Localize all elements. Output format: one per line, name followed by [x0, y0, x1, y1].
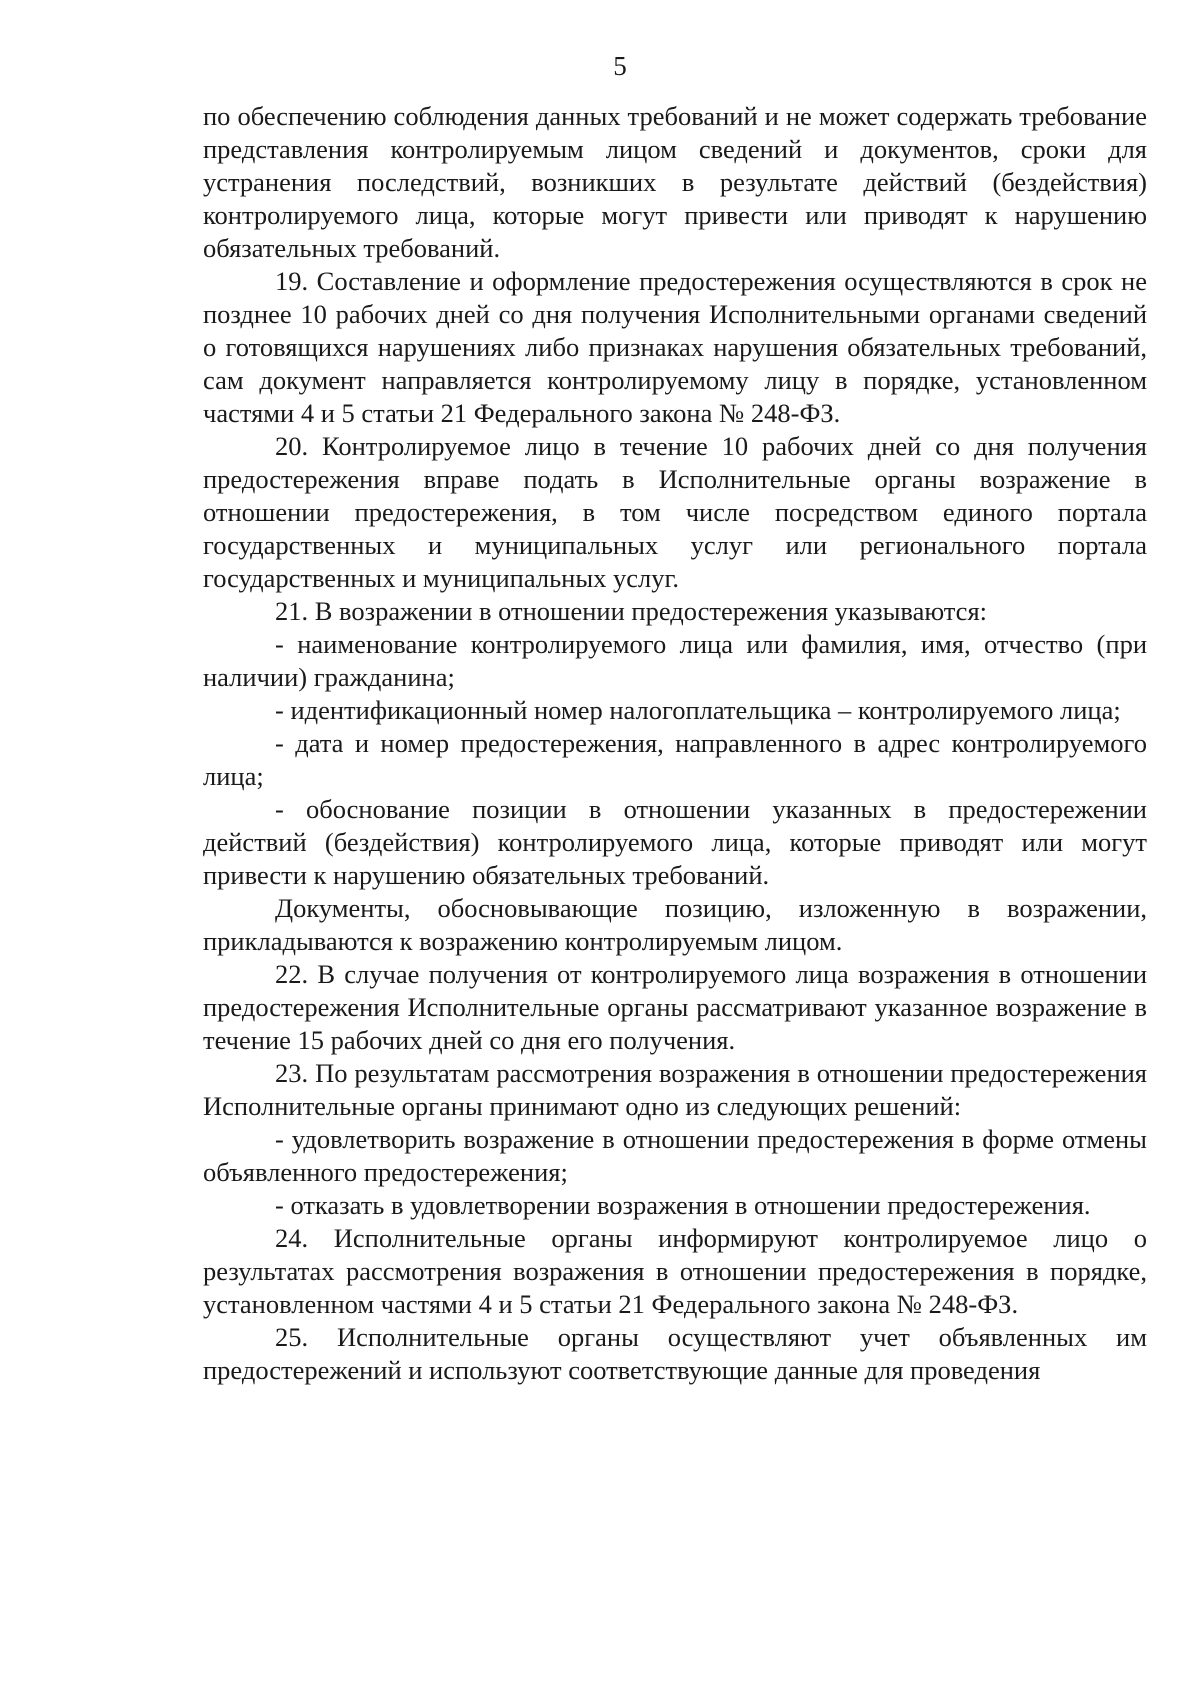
- paragraph-20: 20. Контролируемое лицо в течение 10 рабочих дней со дня получения предостережения вправе подать в Исполнительные органы возражение в отношении предостережения, в том числе посредством единого портала государственных и муниципальных услуг или регионального портала государственных и муниципальных услуг.: [203, 431, 1147, 593]
- paragraph-continuation: по обеспечению соблюдения данных требований и не может содержать требование представления контролируемым лицом сведений и документов, сроки для устранения последствий, возникших в результате действий (бездействия) контролируемого лица, которые могут привести или приводят к нарушению обязательных требований.: [203, 101, 1147, 263]
- paragraph-documents: Документы, обосновывающие позицию, изложенную в возражении, прикладываются к возражению контролируемым лицом.: [203, 893, 1147, 956]
- document-body: [203, 100, 1147, 1387]
- list-item-inn: - идентификационный номер налогоплательщика – контролируемого лица;: [275, 695, 1121, 725]
- page-number: 5: [613, 51, 627, 81]
- paragraph-21: 21. В возражении в отношении предостережения указываются:: [275, 596, 987, 626]
- list-item-refuse: - отказать в удовлетворении возражения в отношении предостережения.: [275, 1190, 1091, 1220]
- list-item-justification: - обоснование позиции в отношении указанных в предостережении действий (бездействия) контролируемого лица, которые приводят или могут привести к нарушению обязательных требований.: [203, 794, 1147, 890]
- list-item-date-number: - дата и номер предостережения, направленного в адрес контролируемого лица;: [203, 728, 1147, 791]
- paragraph-23: 23. По результатам рассмотрения возражения в отношении предостережения Исполнительные органы принимают одно из следующих решений:: [203, 1058, 1147, 1121]
- paragraph-19: 19. Составление и оформление предостережения осуществляются в срок не позднее 10 рабочих дней со дня получения Исполнительными органами сведений о готовящихся нарушениях либо признаках нарушения обязательных требований, сам документ направляется контролируемому лицу в порядке, установленном частями 4 и 5 статьи 21 Федерального закона № 248-ФЗ.: [203, 266, 1147, 428]
- paragraph-25: 25. Исполнительные органы осуществляют учет объявленных им предостережений и используют соответствующие данные для проведения: [203, 1322, 1147, 1385]
- paragraph-22: 22. В случае получения от контролируемого лица возражения в отношении предостережения Исполнительные органы рассматривают указанное возражение в течение 15 рабочих дней со дня его получения.: [203, 959, 1147, 1055]
- paragraph-24: 24. Исполнительные органы информируют контролируемое лицо о результатах рассмотрения возражения в отношении предостережения в порядке, установленном частями 4 и 5 статьи 21 Федерального закона № 248-ФЗ.: [203, 1223, 1147, 1319]
- list-item-name: - наименование контролируемого лица или фамилия, имя, отчество (при наличии) гражданина;: [203, 629, 1147, 692]
- list-item-satisfy: - удовлетворить возражение в отношении предостережения в форме отмены объявленного предостережения;: [203, 1124, 1147, 1187]
